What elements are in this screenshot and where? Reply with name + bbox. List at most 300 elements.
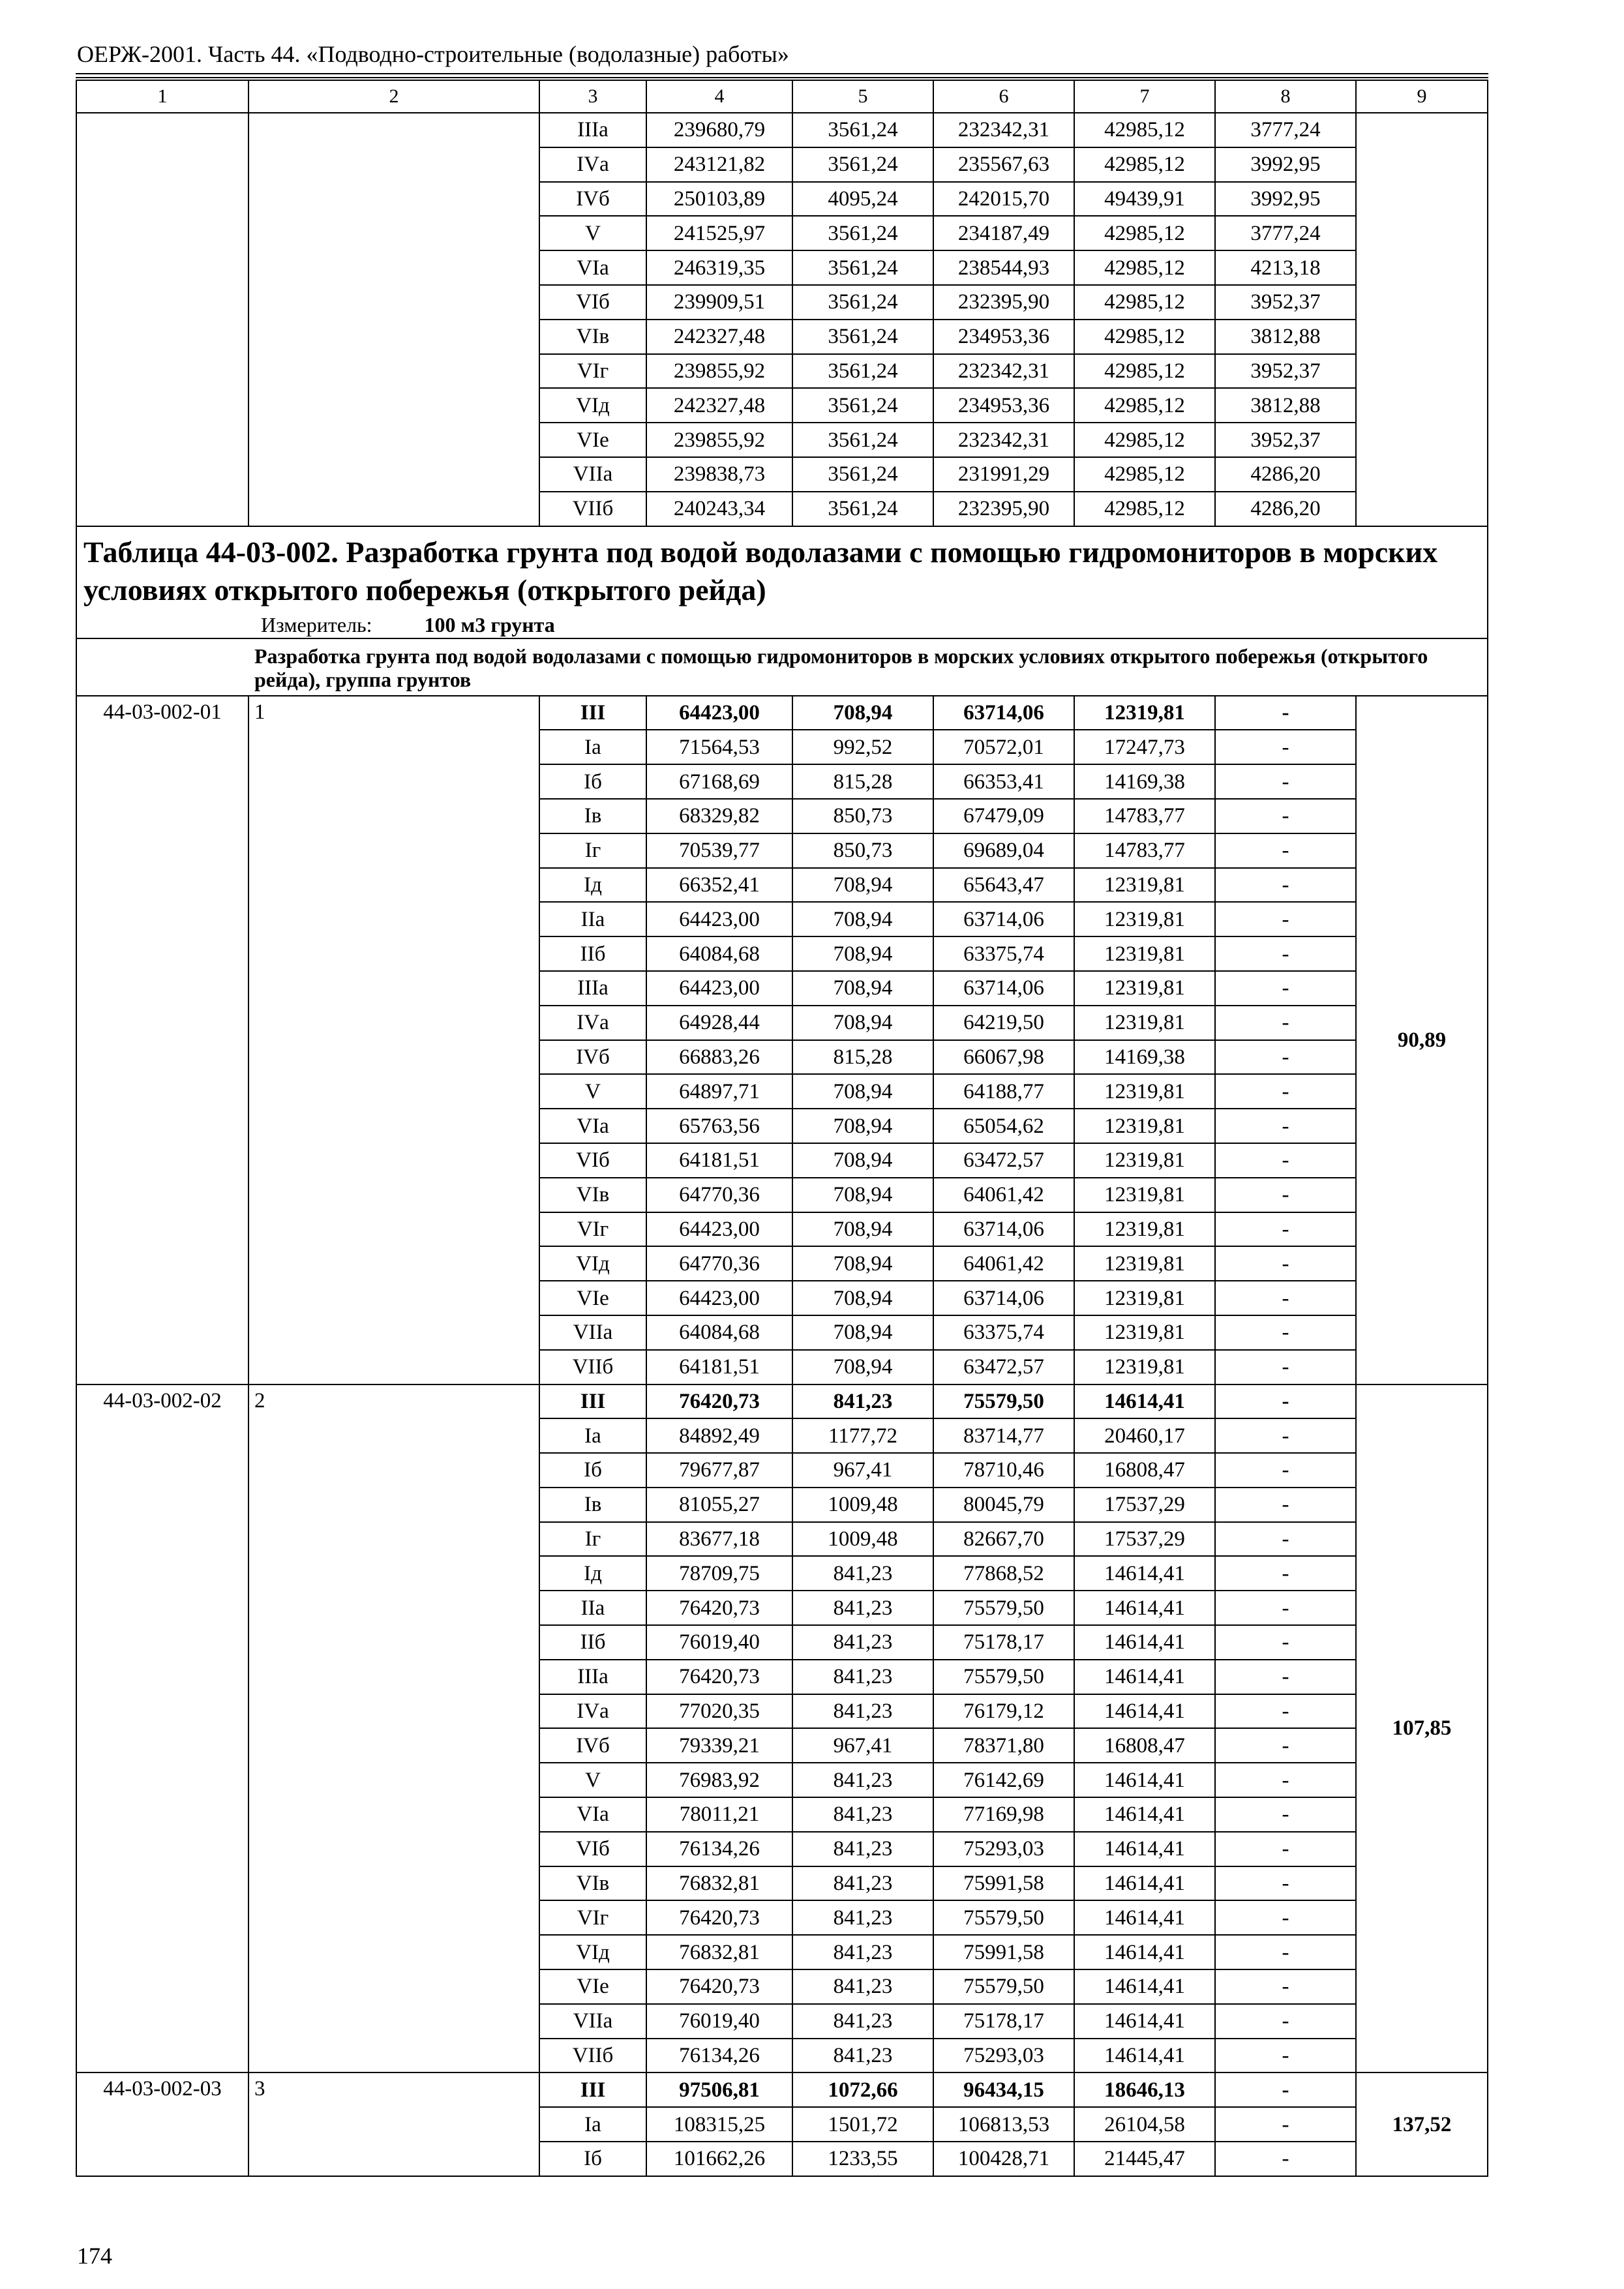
table-cell: VIв [539, 320, 646, 354]
table-cell: 4286,20 [1215, 492, 1356, 526]
table-cell: - [1215, 2142, 1356, 2176]
labor-cost: 90,89 [1356, 696, 1488, 1384]
table-title-row [76, 526, 1488, 638]
table-cell: III [539, 696, 646, 730]
table-cell: 76420,73 [646, 1900, 792, 1935]
table-row [76, 696, 1488, 730]
table-cell: IIIа [539, 113, 646, 147]
table-cell: 66883,26 [646, 1040, 792, 1075]
table-cell: 3952,37 [1215, 285, 1356, 320]
table-row [76, 113, 1488, 147]
table-cell: 65763,56 [646, 1109, 792, 1143]
table-cell: 708,94 [792, 868, 933, 903]
table-cell: - [1215, 833, 1356, 868]
table-cell: 3777,24 [1215, 216, 1356, 250]
table-cell: 64084,68 [646, 1315, 792, 1350]
table-cell: 841,23 [792, 1797, 933, 1832]
rates-table [76, 80, 1488, 2177]
table-cell: 708,94 [792, 1074, 933, 1109]
table-cell: 65054,62 [933, 1109, 1074, 1143]
table-cell: 708,94 [792, 902, 933, 936]
table-cell: IVа [539, 1006, 646, 1040]
table-cell: 12319,81 [1074, 936, 1215, 971]
table-cell: IVб [539, 182, 646, 217]
table-cell: 75991,58 [933, 1866, 1074, 1901]
table-cell: 42985,12 [1074, 216, 1215, 250]
table-cell: 63375,74 [933, 936, 1074, 971]
table-cell: 708,94 [792, 1178, 933, 1212]
table-cell: - [1215, 730, 1356, 764]
table-cell: 708,94 [792, 1143, 933, 1178]
table-cell: 16808,47 [1074, 1453, 1215, 1488]
table-cell: Iг [539, 1522, 646, 1557]
table-cell: 1072,66 [792, 2072, 933, 2107]
table-cell: 14783,77 [1074, 833, 1215, 868]
table-cell: 14614,41 [1074, 1384, 1215, 1419]
table-cell: 708,94 [792, 1281, 933, 1315]
table-cell: 64181,51 [646, 1143, 792, 1178]
table-cell: Iд [539, 868, 646, 903]
labor-cost: 107,85 [1356, 1384, 1488, 2073]
table-cell: 250103,89 [646, 182, 792, 217]
table-cell: 42985,12 [1074, 285, 1215, 320]
table-cell: 75178,17 [933, 1625, 1074, 1660]
table-cell: 14614,41 [1074, 1797, 1215, 1832]
table-cell: 841,23 [792, 1556, 933, 1591]
column-number: 4 [646, 80, 792, 113]
table-cell: - [1215, 799, 1356, 833]
table-cell: Iв [539, 1488, 646, 1522]
table-cell: V [539, 216, 646, 250]
table-cell: 234187,49 [933, 216, 1074, 250]
table-cell: 42985,12 [1074, 250, 1215, 285]
table-cell: Iб [539, 1453, 646, 1488]
table-cell: 841,23 [792, 1384, 933, 1419]
table-cell: III [539, 2072, 646, 2107]
table-cell: 79677,87 [646, 1453, 792, 1488]
table-cell: - [1215, 696, 1356, 730]
table-cell: 76420,73 [646, 1384, 792, 1419]
column-number: 5 [792, 80, 933, 113]
table-cell: 1501,72 [792, 2107, 933, 2142]
table-cell: 246319,35 [646, 250, 792, 285]
table-cell: 3561,24 [792, 320, 933, 354]
page-header: ОЕРЖ-2001. Часть 44. «Подводно-строительные (водолазные) работы» [77, 41, 789, 67]
table-cell: 14614,41 [1074, 1935, 1215, 1969]
table-cell: 242327,48 [646, 320, 792, 354]
table-cell: 108315,25 [646, 2107, 792, 2142]
table-cell: VIа [539, 250, 646, 285]
table-cell: 77169,98 [933, 1797, 1074, 1832]
meter-label: Измеритель: [261, 612, 372, 636]
table-cell: - [1215, 1935, 1356, 1969]
rate-name-cell [248, 113, 539, 526]
table-cell: 14614,41 [1074, 1660, 1215, 1694]
table-cell: 100428,71 [933, 2142, 1074, 2176]
table-cell: 242015,70 [933, 182, 1074, 217]
rate-code-cell [76, 113, 248, 526]
table-cell: 42985,12 [1074, 113, 1215, 147]
table-cell: V [539, 1074, 646, 1109]
table-cell: 3561,24 [792, 457, 933, 492]
table-cell: VIе [539, 423, 646, 457]
table-cell: 76832,81 [646, 1935, 792, 1969]
table-cell: 235567,63 [933, 147, 1074, 182]
table-cell: - [1215, 1660, 1356, 1694]
table-cell: 76142,69 [933, 1763, 1074, 1797]
table-cell: 3777,24 [1215, 113, 1356, 147]
header-rule [76, 73, 1488, 74]
table-cell: 3992,95 [1215, 147, 1356, 182]
table-cell: 14614,41 [1074, 1866, 1215, 1901]
table-cell: - [1215, 1074, 1356, 1109]
table-cell: 243121,82 [646, 147, 792, 182]
table-cell: 14169,38 [1074, 1040, 1215, 1075]
table-cell: 12319,81 [1074, 902, 1215, 936]
table-cell: 238544,93 [933, 250, 1074, 285]
labor-cost: 137,52 [1356, 2072, 1488, 2176]
table-cell: 42985,12 [1074, 423, 1215, 457]
table-cell: 12319,81 [1074, 1350, 1215, 1384]
table-cell: 64423,00 [646, 971, 792, 1006]
table-cell: 64061,42 [933, 1178, 1074, 1212]
table-cell: 69689,04 [933, 833, 1074, 868]
table-cell: 841,23 [792, 1763, 933, 1797]
table-cell: 101662,26 [646, 2142, 792, 2176]
table-cell: Iб [539, 764, 646, 799]
table-cell: IVа [539, 147, 646, 182]
table-cell: 4286,20 [1215, 457, 1356, 492]
table-cell: - [1215, 1040, 1356, 1075]
table-cell: 841,23 [792, 1660, 933, 1694]
table-cell: 70572,01 [933, 730, 1074, 764]
table-cell: 17537,29 [1074, 1522, 1215, 1557]
table-cell: 850,73 [792, 799, 933, 833]
column-number: 3 [539, 80, 646, 113]
table-cell: 242327,48 [646, 388, 792, 423]
table-cell: Iд [539, 1556, 646, 1591]
rate-code: 44-03-002-02 [76, 1384, 248, 2073]
table-cell: 82667,70 [933, 1522, 1074, 1557]
table-cell: 78011,21 [646, 1797, 792, 1832]
table-cell: 68329,82 [646, 799, 792, 833]
table-cell: 75579,50 [933, 1591, 1074, 1625]
table-row [76, 2072, 1488, 2107]
table-cell: 66067,98 [933, 1040, 1074, 1075]
table-cell: 75579,50 [933, 1969, 1074, 2004]
table-cell: 12319,81 [1074, 1109, 1215, 1143]
table-cell: IVб [539, 1040, 646, 1075]
table-cell: 3561,24 [792, 113, 933, 147]
table-cell: 63714,06 [933, 902, 1074, 936]
table-cell: 66352,41 [646, 868, 792, 903]
table-cell: 16808,47 [1074, 1728, 1215, 1763]
rate-code: 44-03-002-03 [76, 2072, 248, 2176]
table-cell: - [1215, 1246, 1356, 1281]
table-cell: 841,23 [792, 1866, 933, 1901]
table-cell: 12319,81 [1074, 696, 1215, 730]
table-cell: 83714,77 [933, 1418, 1074, 1453]
description-row [76, 638, 1488, 696]
table-cell: 49439,91 [1074, 182, 1215, 217]
table-cell: 708,94 [792, 971, 933, 1006]
table-cell: 708,94 [792, 1109, 933, 1143]
table-cell: 63714,06 [933, 1212, 1074, 1247]
column-number: 9 [1356, 80, 1488, 113]
table-cell: 64084,68 [646, 936, 792, 971]
page-number: 174 [77, 2243, 112, 2269]
table-cell: 841,23 [792, 1832, 933, 1866]
table-cell: 3952,37 [1215, 423, 1356, 457]
table-cell: 232395,90 [933, 492, 1074, 526]
table-cell: - [1215, 1625, 1356, 1660]
table-cell: VIд [539, 1246, 646, 1281]
table-cell: 841,23 [792, 1694, 933, 1729]
table-cell: - [1215, 2004, 1356, 2039]
table-cell: 66353,41 [933, 764, 1074, 799]
table-cell: VIIб [539, 1350, 646, 1384]
table-cell: 14614,41 [1074, 1556, 1215, 1591]
table-cell: 63472,57 [933, 1143, 1074, 1178]
table-cell: 76019,40 [646, 1625, 792, 1660]
table-cell: IIа [539, 1591, 646, 1625]
table-cell: 14614,41 [1074, 1591, 1215, 1625]
rate-code: 44-03-002-01 [76, 696, 248, 1384]
table-cell: - [1215, 1178, 1356, 1212]
table-cell: IIб [539, 1625, 646, 1660]
table-cell: 14614,41 [1074, 2039, 1215, 2073]
table-cell: - [1215, 2072, 1356, 2107]
table-cell: 12319,81 [1074, 1315, 1215, 1350]
table-cell: VIа [539, 1797, 646, 1832]
table-cell: 106813,53 [933, 2107, 1074, 2142]
table-cell: 64423,00 [646, 696, 792, 730]
table-cell: VIг [539, 1900, 646, 1935]
table-cell: 708,94 [792, 936, 933, 971]
table-cell: Iа [539, 1418, 646, 1453]
table-cell: - [1215, 1591, 1356, 1625]
table-cell: 14614,41 [1074, 1832, 1215, 1866]
rate-name: 1 [248, 696, 539, 1384]
table-cell: VIб [539, 1143, 646, 1178]
table-cell: 75293,03 [933, 1832, 1074, 1866]
table-cell: 64897,71 [646, 1074, 792, 1109]
table-cell: VIIб [539, 492, 646, 526]
table-cell: 841,23 [792, 1969, 933, 2004]
table-title: Таблица 44-03-002. Разработка грунта под водой водолазами с помощью гидромониторов в морских условиях открытого побережья (открытого рейда) [83, 535, 1438, 606]
table-cell: 967,41 [792, 1453, 933, 1488]
table-cell: 850,73 [792, 833, 933, 868]
table-cell: - [1215, 1143, 1356, 1178]
table-cell: 96434,15 [933, 2072, 1074, 2107]
table-cell: 70539,77 [646, 833, 792, 868]
table-cell: 64928,44 [646, 1006, 792, 1040]
table-cell: - [1215, 1281, 1356, 1315]
table-cell: 14783,77 [1074, 799, 1215, 833]
table-cell: 231991,29 [933, 457, 1074, 492]
column-number: 2 [248, 80, 539, 113]
table-cell: Iг [539, 833, 646, 868]
table-cell: IIIа [539, 1660, 646, 1694]
table-cell: 76134,26 [646, 1832, 792, 1866]
table-cell: VIб [539, 285, 646, 320]
table-cell: - [1215, 1763, 1356, 1797]
table-cell: VIа [539, 1109, 646, 1143]
table-cell: 76420,73 [646, 1591, 792, 1625]
table-cell: - [1215, 1556, 1356, 1591]
table-cell: 75579,50 [933, 1900, 1074, 1935]
table-cell: - [1215, 1212, 1356, 1247]
table-cell: IIа [539, 902, 646, 936]
table-cell: VIв [539, 1866, 646, 1901]
table-cell: IVа [539, 1694, 646, 1729]
table-cell: 63714,06 [933, 696, 1074, 730]
table-cell: 234953,36 [933, 320, 1074, 354]
table-cell: - [1215, 1522, 1356, 1557]
table-cell: 75991,58 [933, 1935, 1074, 1969]
table-cell: VIб [539, 1832, 646, 1866]
table-cell: - [1215, 1866, 1356, 1901]
table-cell: 14614,41 [1074, 2004, 1215, 2039]
table-cell: VIIа [539, 457, 646, 492]
table-cell: 708,94 [792, 696, 933, 730]
table-cell: 841,23 [792, 1625, 933, 1660]
table-cell: 65643,47 [933, 868, 1074, 903]
table-cell: - [1215, 1832, 1356, 1866]
table-cell: 26104,58 [1074, 2107, 1215, 2142]
table-cell: 3561,24 [792, 147, 933, 182]
table-cell: 239855,92 [646, 423, 792, 457]
table-cell: 841,23 [792, 1591, 933, 1625]
table-cell: 83677,18 [646, 1522, 792, 1557]
table-cell: 17247,73 [1074, 730, 1215, 764]
table-cell: 12319,81 [1074, 1281, 1215, 1315]
table-cell: 708,94 [792, 1315, 933, 1350]
table-cell: - [1215, 971, 1356, 1006]
table-cell: VIг [539, 1212, 646, 1247]
table-cell: 708,94 [792, 1006, 933, 1040]
table-cell: Iа [539, 2107, 646, 2142]
table-cell: 14614,41 [1074, 1694, 1215, 1729]
table-cell: 75579,50 [933, 1660, 1074, 1694]
table-cell: - [1215, 1694, 1356, 1729]
description-cell: Разработка грунта под водой водолазами с помощью гидромониторов в морских условиях открытого побережья (открытого рейда), группа грунтов [76, 638, 1488, 696]
table-cell: VIд [539, 1935, 646, 1969]
table-cell: 841,23 [792, 1900, 933, 1935]
table-cell: 708,94 [792, 1212, 933, 1247]
table-cell: 239838,73 [646, 457, 792, 492]
table-cell: 64423,00 [646, 1212, 792, 1247]
table-cell: - [1215, 1900, 1356, 1935]
table-cell: 3561,24 [792, 388, 933, 423]
table-cell: VIIа [539, 1315, 646, 1350]
table-cell: 14614,41 [1074, 1900, 1215, 1935]
table-cell: 63472,57 [933, 1350, 1074, 1384]
table-cell: - [1215, 1488, 1356, 1522]
table-cell: 240243,34 [646, 492, 792, 526]
table-cell: 12319,81 [1074, 1006, 1215, 1040]
table-cell: 3952,37 [1215, 354, 1356, 389]
table-cell: 12319,81 [1074, 971, 1215, 1006]
table-cell: VIг [539, 354, 646, 389]
column-number: 8 [1215, 80, 1356, 113]
table-cell: 42985,12 [1074, 147, 1215, 182]
table-cell: 841,23 [792, 1935, 933, 1969]
table-cell: 97506,81 [646, 2072, 792, 2107]
table-cell: 232342,31 [933, 354, 1074, 389]
table-cell: VIе [539, 1281, 646, 1315]
table-cell: 1009,48 [792, 1522, 933, 1557]
table-cell: 64423,00 [646, 1281, 792, 1315]
meter-value: 100 м3 грунта [424, 612, 555, 636]
table-cell: 12319,81 [1074, 1178, 1215, 1212]
table-cell: 64061,42 [933, 1246, 1074, 1281]
table-cell: 4213,18 [1215, 250, 1356, 285]
table-cell: 815,28 [792, 1040, 933, 1075]
table-cell: 841,23 [792, 2039, 933, 2073]
table-cell: VIIа [539, 2004, 646, 2039]
table-cell: 1009,48 [792, 1488, 933, 1522]
table-cell: 4095,24 [792, 182, 933, 217]
table-cell: 81055,27 [646, 1488, 792, 1522]
table-cell: 12319,81 [1074, 1074, 1215, 1109]
table-cell: 841,23 [792, 2004, 933, 2039]
table-row [76, 1384, 1488, 1419]
table-cell: 3812,88 [1215, 388, 1356, 423]
table-title-cell [76, 526, 1488, 638]
table-cell: 3561,24 [792, 354, 933, 389]
table-cell: 708,94 [792, 1350, 933, 1384]
table-cell: 1177,72 [792, 1418, 933, 1453]
table-cell: - [1215, 868, 1356, 903]
rate-name: 2 [248, 1384, 539, 2073]
table-cell: 84892,49 [646, 1418, 792, 1453]
table-cell: 64219,50 [933, 1006, 1074, 1040]
table-cell: 12319,81 [1074, 1212, 1215, 1247]
table-cell: VIIб [539, 2039, 646, 2073]
table-cell: 80045,79 [933, 1488, 1074, 1522]
table-cell: 63375,74 [933, 1315, 1074, 1350]
table-cell: 71564,53 [646, 730, 792, 764]
table-cell: - [1215, 1728, 1356, 1763]
table-cell: 12319,81 [1074, 1246, 1215, 1281]
table-cell: 42985,12 [1074, 354, 1215, 389]
table-cell: 14169,38 [1074, 764, 1215, 799]
table-cell: 234953,36 [933, 388, 1074, 423]
meter-line [83, 612, 1478, 638]
table-cell: 75293,03 [933, 2039, 1074, 2073]
table-cell: 64181,51 [646, 1350, 792, 1384]
table-cell: 78709,75 [646, 1556, 792, 1591]
table-cell: VIе [539, 1969, 646, 2004]
table-cell: - [1215, 2107, 1356, 2142]
table-cell: Iв [539, 799, 646, 833]
table-cell: 63714,06 [933, 971, 1074, 1006]
table-cell: 42985,12 [1074, 388, 1215, 423]
table-cell: 75178,17 [933, 2004, 1074, 2039]
rate-name: 3 [248, 2072, 539, 2176]
table-cell: Iб [539, 2142, 646, 2176]
table-cell: - [1215, 1453, 1356, 1488]
table-cell: 3561,24 [792, 423, 933, 457]
table-cell: III [539, 1384, 646, 1419]
labor-cell [1356, 113, 1488, 526]
table-cell: 78710,46 [933, 1453, 1074, 1488]
table-cell: 20460,17 [1074, 1418, 1215, 1453]
column-number-row [76, 80, 1488, 113]
table-cell: 76420,73 [646, 1969, 792, 2004]
table-cell: - [1215, 936, 1356, 971]
